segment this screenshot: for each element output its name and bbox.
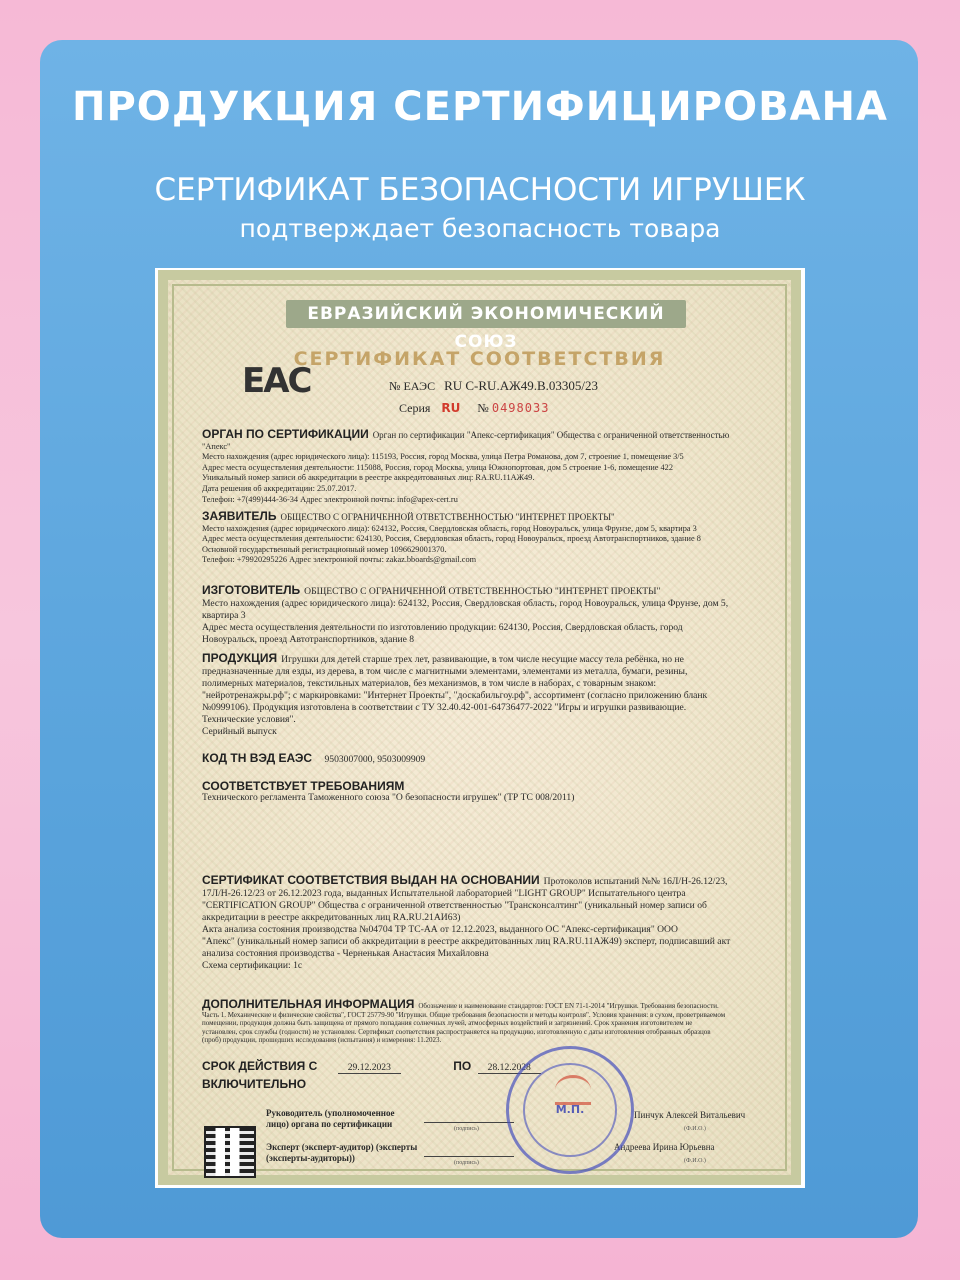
additional-line: установлен, срок службы (годности) не установлен. Сертификат соответствия распространяется на продукцию, изготовленную с даты изготовления отобранных образцов <box>202 1027 711 1036</box>
compliance-section <box>202 780 765 804</box>
organ-lead: Орган по сертификации "Апекс-сертификация" Общества с ограниченной ответственностью <box>372 430 730 440</box>
manufacturer-line: квартира 3 <box>202 610 246 621</box>
applicant-lead: ОБЩЕСТВО С ОГРАНИЧЕННОЙ ОТВЕТСТВЕННОСТЬЮ "ИНТЕРНЕТ ПРОЕКТЫ" <box>280 512 615 522</box>
organ-stamp <box>506 1046 634 1174</box>
product-lead: Игрушки для детей старше трех лет, развивающие, в том числе несущие массу тела ребёнка, но не <box>281 654 684 665</box>
head-sign-caption: (подпись) <box>454 1126 479 1132</box>
eac-mark: ЕАС <box>242 361 311 401</box>
certificate-image <box>158 270 801 1185</box>
applicant-line: Телефон: +79920295226 Адрес электронной почты: zakaz.bboards@gmail.com <box>202 555 477 565</box>
head-name: Пинчук Алексей Витальевич <box>634 1110 746 1120</box>
applicant-line: Основной государственный регистрационный номер 1096629001370. <box>202 544 447 554</box>
manufacturer-line: Адрес места осуществления деятельности по изготовлению продукции: 624130, Россия, Свердловская область, город <box>202 622 683 633</box>
certificate-border <box>172 284 787 1171</box>
basis-line: "CERTIFICATION GROUP" Общества с ограниченной ответственностью "Трансконсалтинг" (уникальный номер записи об <box>202 900 707 911</box>
applicant-section <box>202 511 765 566</box>
tnved-value: 9503007000, 9503009909 <box>324 754 426 765</box>
product-line: "нейротренажры.рф"; с маркировками: "Интернет Проекты", "доскабильгоу.рф", ассортимент (согласно приложению бланк <box>202 690 708 701</box>
manufacturer-lead: ОБЩЕСТВО С ОГРАНИЧЕННОЙ ОТВЕТСТВЕННОСТЬЮ "ИНТЕРНЕТ ПРОЕКТЫ" <box>304 586 661 597</box>
expert-name: Андреева Ирина Юрьевна <box>614 1142 715 1152</box>
organ-line: Адрес места осуществления деятельности: 115088, Россия, город Москва, улица Южнопортовая, дом 5 строение 1-6, помещение 422 <box>202 462 673 472</box>
stamp-label: М.П. <box>555 1103 585 1116</box>
product-line: предназначенные для езды, из дерева, в том числе с магнитными элементами, элементами из металла, бумаги, резины, <box>202 666 688 677</box>
additional-lead: Обозначение и наименование стандартов: ГОСТ EN 71-1-2014 "Игрушки. Требования безопасности. <box>418 1002 719 1010</box>
basis-line: анализа состояния производства - Черненькая Анастасия Михайловна <box>202 948 489 959</box>
basis-line: аккредитации в реестре аккредитованных лиц RA.RU.21АИ63) <box>202 912 461 923</box>
organ-section <box>202 429 765 505</box>
basis-heading: СЕРТИФИКАТ СООТВЕТСТВИЯ ВЫДАН НА ОСНОВАНИИ <box>202 873 540 887</box>
organ-line: Уникальный номер записи об аккредитации в реестре аккредитованных лиц: RA.RU.11АЖ49. <box>202 473 535 483</box>
product-section <box>202 652 765 738</box>
number-label: № ЕАЭС <box>389 379 436 393</box>
manufacturer-heading: ИЗГОТОВИТЕЛЬ <box>202 583 301 597</box>
product-line: Серийный выпуск <box>202 726 277 737</box>
additional-heading: ДОПОЛНИТЕЛЬНАЯ ИНФОРМАЦИЯ <box>202 997 415 1011</box>
organ-line: "Апекс" <box>202 441 231 451</box>
basis-lead: Протоколов испытаний №№ 16Л/Н-26.12/23, <box>543 876 728 887</box>
subtitle: СЕРТИФИКАТ БЕЗОПАСНОСТИ ИГРУШЕК <box>154 172 806 208</box>
applicant-line: Адрес места осуществления деятельности: 624130, Россия, Свердловская область, город Новоуральск, проезд Автотранспортников, здание 8 <box>202 534 701 544</box>
series-label: Серия <box>399 401 431 415</box>
basis-line: Акта анализа состояния производства №04704 ТР ТС-АА от 12.12.2023, выданного ОС "Апекс-сертификация" ООО <box>202 924 678 935</box>
validity-to-label: ПО <box>453 1059 472 1073</box>
headline: ПРОДУКЦИЯ СЕРТИФИЦИРОВАНА <box>72 84 888 130</box>
union-banner: ЕВРАЗИЙСКИЙ ЭКОНОМИЧЕСКИЙ СОЮЗ <box>286 300 686 328</box>
number-value: RU С-RU.АЖ49.В.03305/23 <box>444 378 599 393</box>
qr-code <box>204 1126 256 1178</box>
product-heading: ПРОДУКЦИЯ <box>202 651 278 665</box>
organ-heading: ОРГАН ПО СЕРТИФИКАЦИИ <box>202 427 369 441</box>
basis-line: "Апекс" (уникальный номер записи об аккредитации в реестре аккредитованных лиц RA.RU.11АЖ49) эксперт, подписавший акт <box>202 936 731 947</box>
expert-fio-caption: (Ф.И.О.) <box>684 1158 706 1164</box>
series-row <box>399 401 549 416</box>
series-value: RU <box>441 401 461 415</box>
compliance-heading: СООТВЕТСТВУЕТ ТРЕБОВАНИЯМ <box>202 779 405 793</box>
product-line: №0999106). Продукция изготовлена в соответствии с ТУ 32.40.42-001-64736477-2022 "Игры и игрушки развивающие. <box>202 702 687 713</box>
expert-signature-line <box>424 1156 514 1157</box>
additional-line: (проб) продукции, прошедших исследования (испытания) и измерения: 11.2023. <box>202 1036 442 1045</box>
additional-section <box>202 997 765 1045</box>
organ-line: Телефон: +7(499)444-36-34 Адрес электронной почты: info@apex-cert.ru <box>202 494 458 504</box>
stamp-logo-icon <box>555 1075 591 1105</box>
basis-section <box>202 874 765 972</box>
tnved-section <box>202 752 765 766</box>
validity-heading: СРОК ДЕЙСТВИЯ С <box>202 1059 318 1073</box>
validity-to: 28.12.2028 <box>478 1062 541 1074</box>
organ-line: Дата решения об аккредитации: 25.07.2017. <box>202 483 357 493</box>
organ-line: Место нахождения (адрес юридического лица): 115193, Россия, город Москва, улица Петра Романова, дом 7, строение 1, помещение 3/5 <box>202 452 684 462</box>
basis-line: 17Л/Н-26.12/23 от 26.12.2023 года, выданных Испытательной лабораторией "LIGHT GROUP" Испытательного центра <box>202 888 686 899</box>
head-fio-caption: (Ф.И.О.) <box>684 1126 706 1132</box>
blank-number: 0498033 <box>491 401 550 415</box>
manufacturer-line: Место нахождения (адрес юридического лица): 624132, Россия, Свердловская область, город Новоуральск, улица Фрунзе, дом 5, <box>202 598 729 609</box>
manufacturer-line: Новоуральск, проезд Автотранспортников, здание 8 <box>202 634 415 645</box>
applicant-heading: ЗАЯВИТЕЛЬ <box>202 509 277 523</box>
manufacturer-section <box>202 584 765 646</box>
additional-line: Часть 1. Механические и физические свойства", ГОСТ 25779-90 "Игрушки. Общие требования безопасности и методы контроля". Условия хранения: в сухом, проветриваемом <box>202 1010 726 1019</box>
validity-section <box>202 1060 765 1090</box>
certificate-title: СЕРТИФИКАТ СООТВЕТСТВИЯ <box>293 348 666 370</box>
product-line: Технические условия". <box>202 714 296 725</box>
basis-line: Схема сертификации: 1с <box>202 960 303 971</box>
head-signature-line <box>424 1122 514 1123</box>
validity-inclusive: ВКЛЮЧИТЕЛЬНО <box>202 1077 307 1091</box>
product-line: полимерных материалов, текстильных материалов, без механизмов, в том числе в наборах, с товарным знаком: <box>202 678 657 689</box>
tnved-heading: КОД ТН ВЭД ЕАЭС <box>202 751 313 765</box>
additional-line: помещении, продукция должна быть защищена от прямого попадания солнечных лучей, атмосферных воздействий и загрязнений. Срок хранения изготовителем не <box>202 1019 693 1028</box>
expert-signature-label: Эксперт (эксперт-аудитор) (эксперты (эксперты-аудиторы)) <box>266 1142 418 1163</box>
head-signature-label: Руководитель (уполномоченное лицо) органа по сертификации <box>266 1108 395 1129</box>
applicant-line: Место нахождения (адрес юридического лица): 624132, Россия, Свердловская область, город Новоуральск, улица Фрунзе, дом 5, квартира 3 <box>202 523 697 533</box>
expert-sign-caption: (подпись) <box>454 1160 479 1166</box>
caption: подтверждает безопасность товара <box>239 214 721 243</box>
compliance-text: Технического регламента Таможенного союза "О безопасности игрушек" (ТР ТС 008/2011) <box>202 792 575 803</box>
certificate-number <box>389 378 598 394</box>
validity-from: 29.12.2023 <box>338 1062 401 1074</box>
blank-number-label: № <box>477 401 489 415</box>
